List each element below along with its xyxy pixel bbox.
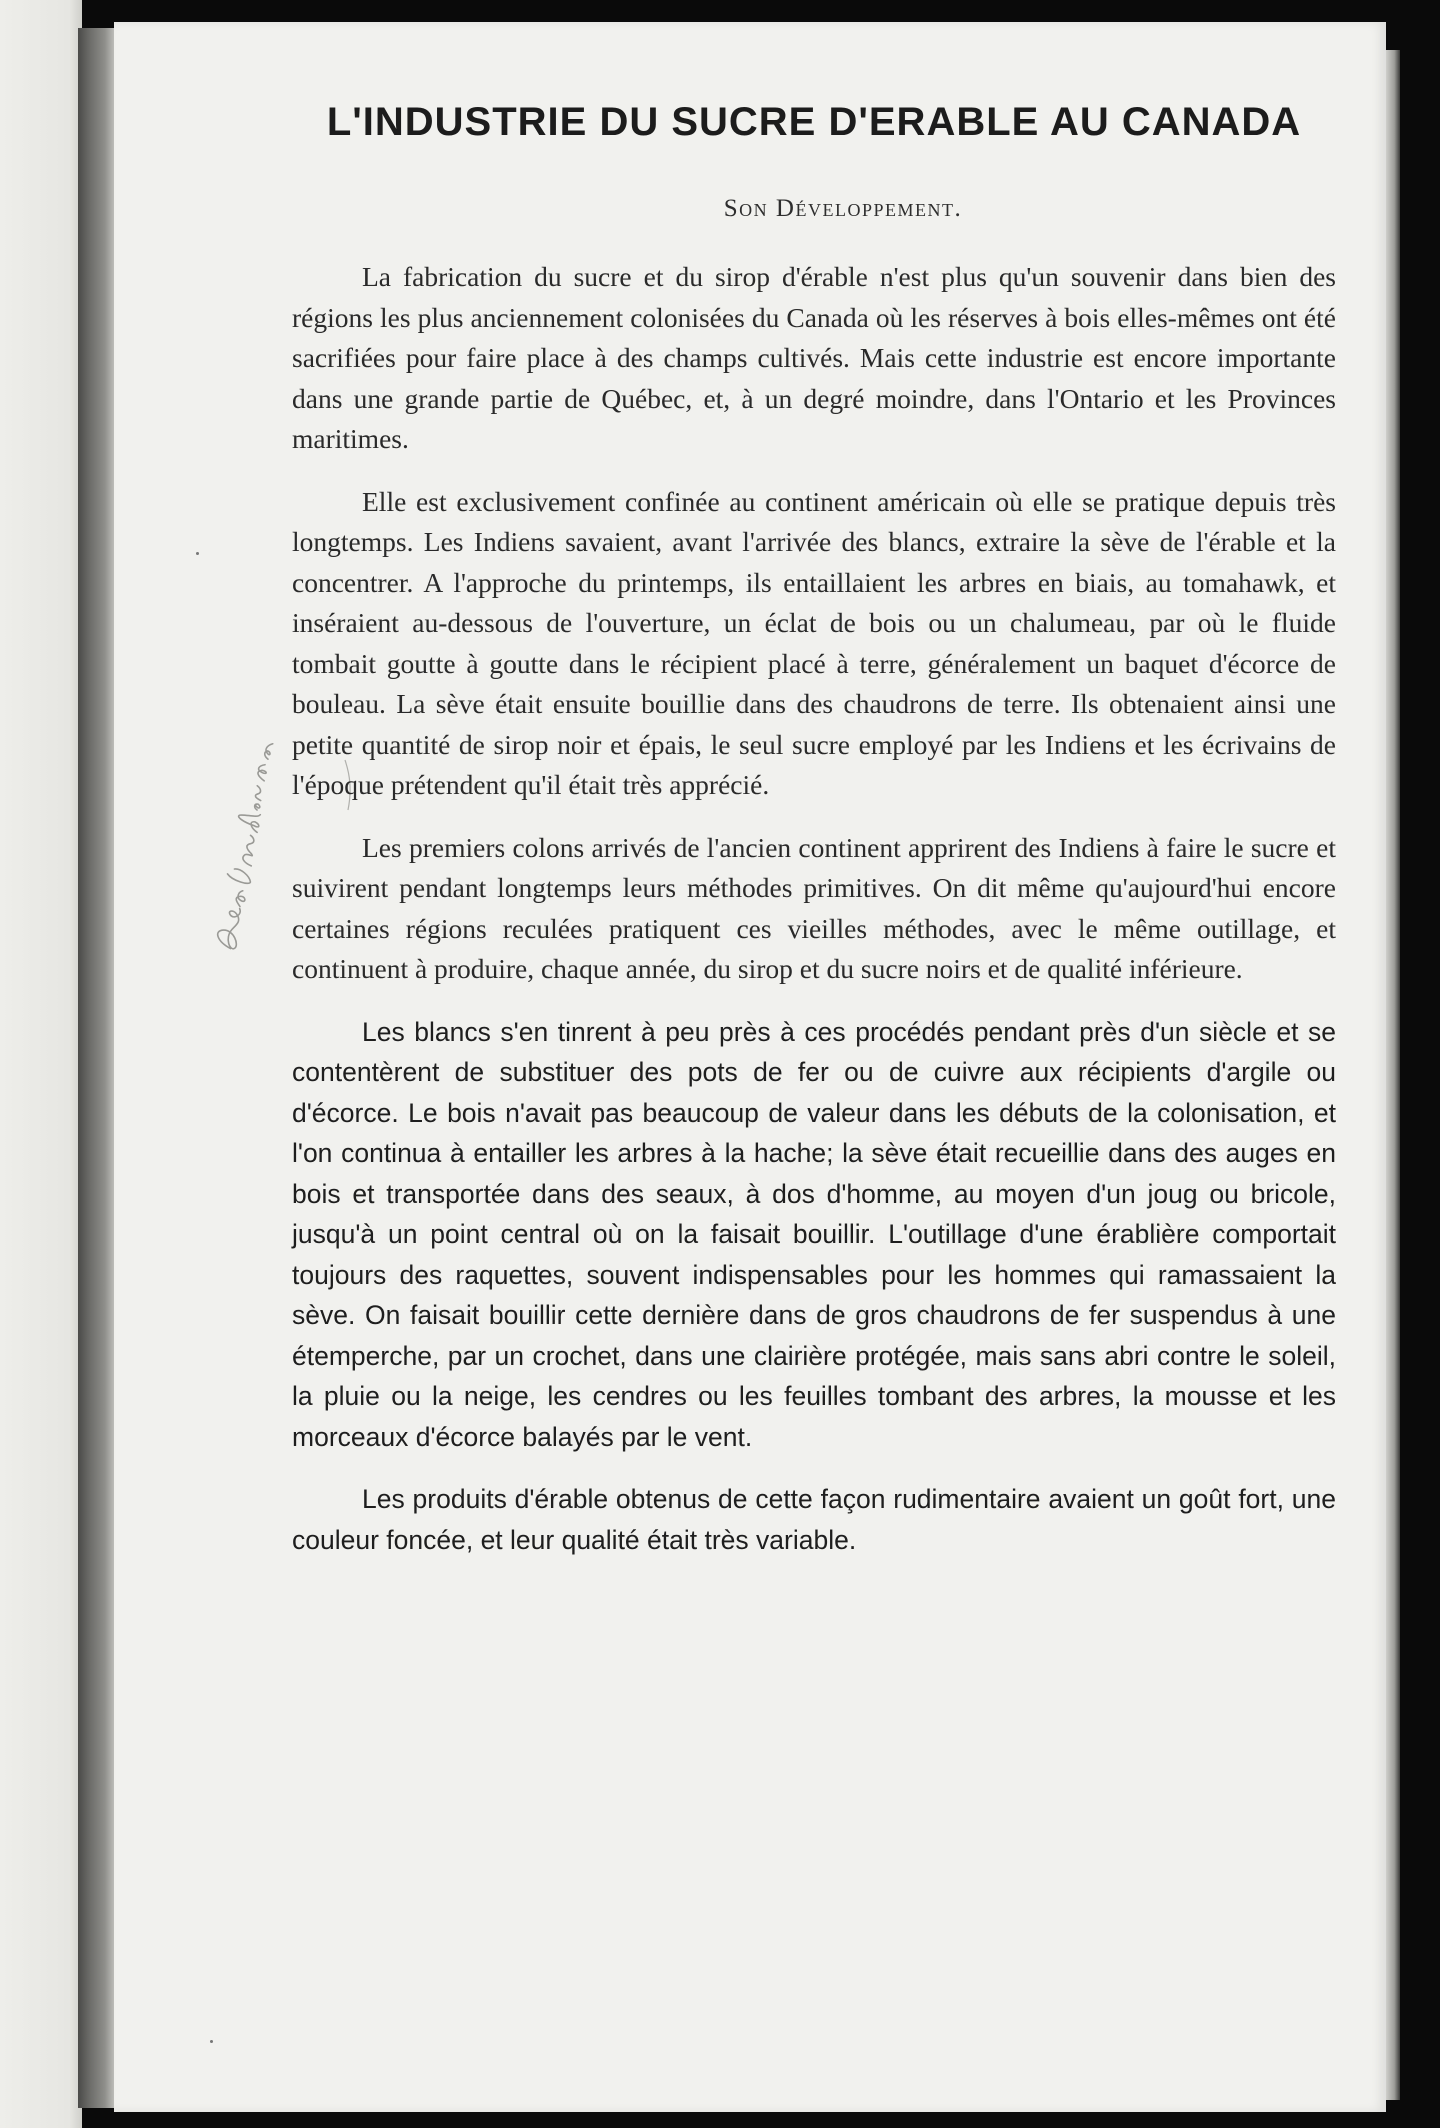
paragraph-4: Les blancs s'en tinrent à peu près à ces procédés pendant près d'un siècle et se contentèrent de substituer des pots de fer ou de cuivre aux récipients d'argile ou d'écorce. Le bois n'avait pas beaucoup de valeur dans les débuts de la colonisation, et l'on continua à entailler les arbres à la hache; la sève était recueillie dans des auges en bois et transportée dans des seaux, à dos d'homme, au moyen d'un joug ou bricole, jusqu'à un point central où on la faisait bouillir. L'outillage d'une érablière comportait toujours des raquettes, souvent indispensables pour les hommes qui ramassaient la sève. On faisait bouillir cette dernière dans de gros chaudrons de fer suspendus à une étemperche, par un crochet, dans une clairière protégée, mais sans abri contre le soleil, la pluie ou la neige, les cendres ou les feuilles tombant des arbres, la mousse et les morceaux d'écorce balayés par le vent. — [292, 1016, 1336, 1452]
page-title: L'INDUSTRIE DU SUCRE D'ERABLE AU CANADA — [326, 100, 1302, 144]
page-fore-edge — [1386, 50, 1400, 2100]
page-content — [292, 100, 1336, 1582]
left-page-edge — [0, 0, 82, 2128]
paragraph-3: Les premiers colons arrivés de l'ancien continent apprirent des Indiens à faire le sucre et suivirent pendant longtemps leurs méthodes primitives. On dit même qu'aujourd'hui encore certaines régions reculées pratiquent ces vieilles méthodes, avec le même outillage, et continuent à produire, chaque année, du sirop et du sucre noirs et de qualité inférieure. — [292, 831, 1336, 984]
section-heading: Son Développement. — [723, 195, 963, 222]
book-gutter — [78, 28, 116, 2108]
paragraph-5: Les produits d'érable obtenus de cette façon rudimentaire avaient un goût fort, une couleur foncée, et leur qualité était très variable. — [292, 1484, 1336, 1555]
scan-speck — [196, 552, 199, 555]
scan-speck — [210, 2040, 213, 2043]
paragraph-1: La fabrication du sucre et du sirop d'érable n'est plus qu'un souvenir dans bien des régions les plus anciennement colonisées du Canada où les réserves à bois elles-mêmes ont été sacrifiées pour faire place à des champs cultivés. Mais cette industrie est encore importante dans une grande partie de Québec, et, à un degré moindre, dans l'Ontario et les Provinces maritimes. — [292, 261, 1336, 454]
paragraph-2: Elle est exclusivement confinée au continent américain où elle se pratique depuis très longtemps. Les Indiens savaient, avant l'arrivée des blancs, extraire la sève de l'érable et la concentrer. A l'approche du printemps, ils entaillaient les arbres en biais, au tomahawk, et inséraient au-dessous de l'ouverture, un éclat de bois ou un chalumeau, par où le fluide tombait goutte à goutte dans le récipient placé à terre, généralement un baquet d'écorce de bouleau. La sève était ensuite bouillie dans des chaudrons de terre. Ils obtenaient ainsi une petite quantité de sirop noir et épais, le seul sucre employé par les Indiens et les écrivains de l'époque prétendent qu'il était très apprécié. — [292, 485, 1336, 800]
